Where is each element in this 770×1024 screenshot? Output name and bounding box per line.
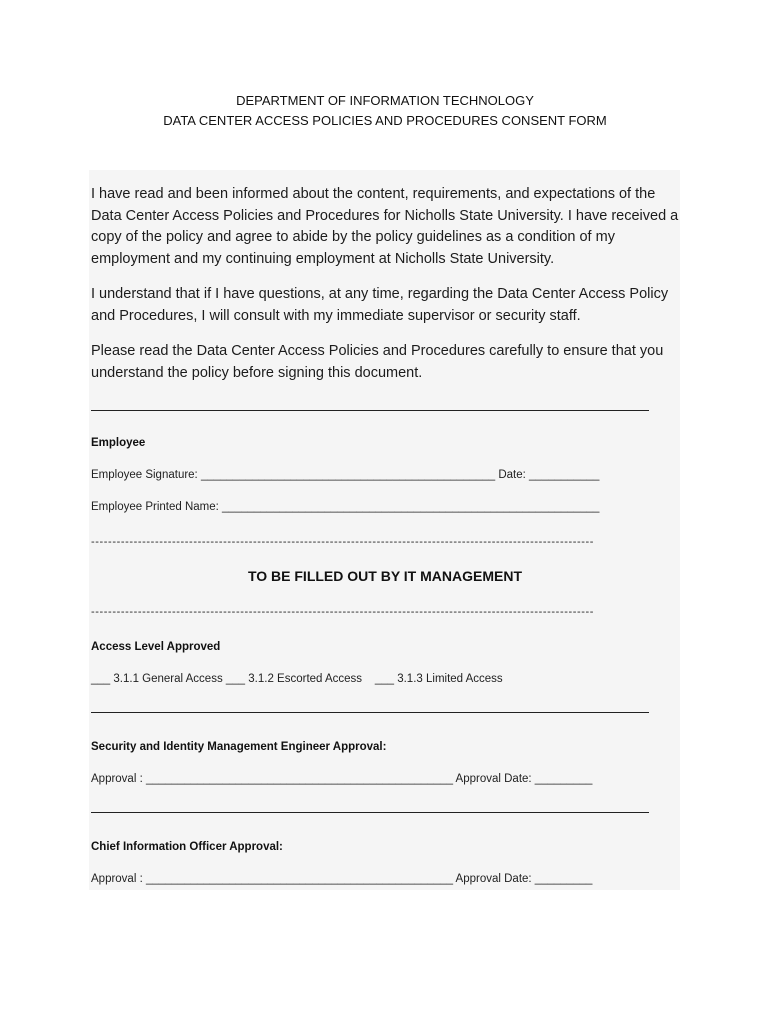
employee-signature-field[interactable]: Employee Signature: ______________________________________________ Date: ___________ [91, 469, 600, 481]
cio-approval-heading: Chief Information Officer Approval: [91, 841, 283, 853]
divider-line [91, 812, 649, 813]
consent-paragraph-1: I have read and been informed about the content, requirements, and expectations of the Data Center Access Policies and Procedures for Nicholls State University. I have received a copy of the policy and agree to abide by the policy guidelines as a condition of my employment and my continuing employment at Nicholls State University. [91, 186, 679, 267]
access-level-heading: Access Level Approved [91, 641, 221, 653]
employee-heading: Employee [91, 437, 146, 449]
employee-printed-name-field[interactable]: Employee Printed Name: ___________________________________________________________ [91, 501, 600, 513]
form-title: DATA CENTER ACCESS POLICIES AND PROCEDURES CONSENT FORM [163, 113, 607, 128]
consent-paragraph-2: I understand that if I have questions, at any time, regarding the Data Center Access Policy and Procedures, I will consult with my immediate supervisor or security staff. [91, 286, 669, 324]
dashed-separator: ---------------------------------------------------------------------------------------------------------------------- [91, 606, 595, 618]
divider-line [91, 712, 649, 713]
divider-line [91, 410, 649, 411]
consent-paragraph-3: Please read the Data Center Access Policies and Procedures carefully to ensure that you understand the policy before signing this document. [91, 343, 664, 381]
dashed-separator: ---------------------------------------------------------------------------------------------------------------------- [91, 536, 595, 548]
security-approval-field[interactable]: Approval : ________________________________________________ Approval Date: _________ [91, 773, 593, 785]
access-level-options[interactable]: ___ 3.1.1 General Access ___ 3.1.2 Escorted Access ___ 3.1.3 Limited Access [91, 673, 503, 685]
form-department-title: DEPARTMENT OF INFORMATION TECHNOLOGY [236, 93, 534, 108]
security-approval-heading: Security and Identity Management Engineer Approval: [91, 741, 387, 753]
it-management-section-title: TO BE FILLED OUT BY IT MANAGEMENT [247, 568, 523, 584]
cio-approval-field[interactable]: Approval : ________________________________________________ Approval Date: _________ [91, 873, 593, 885]
